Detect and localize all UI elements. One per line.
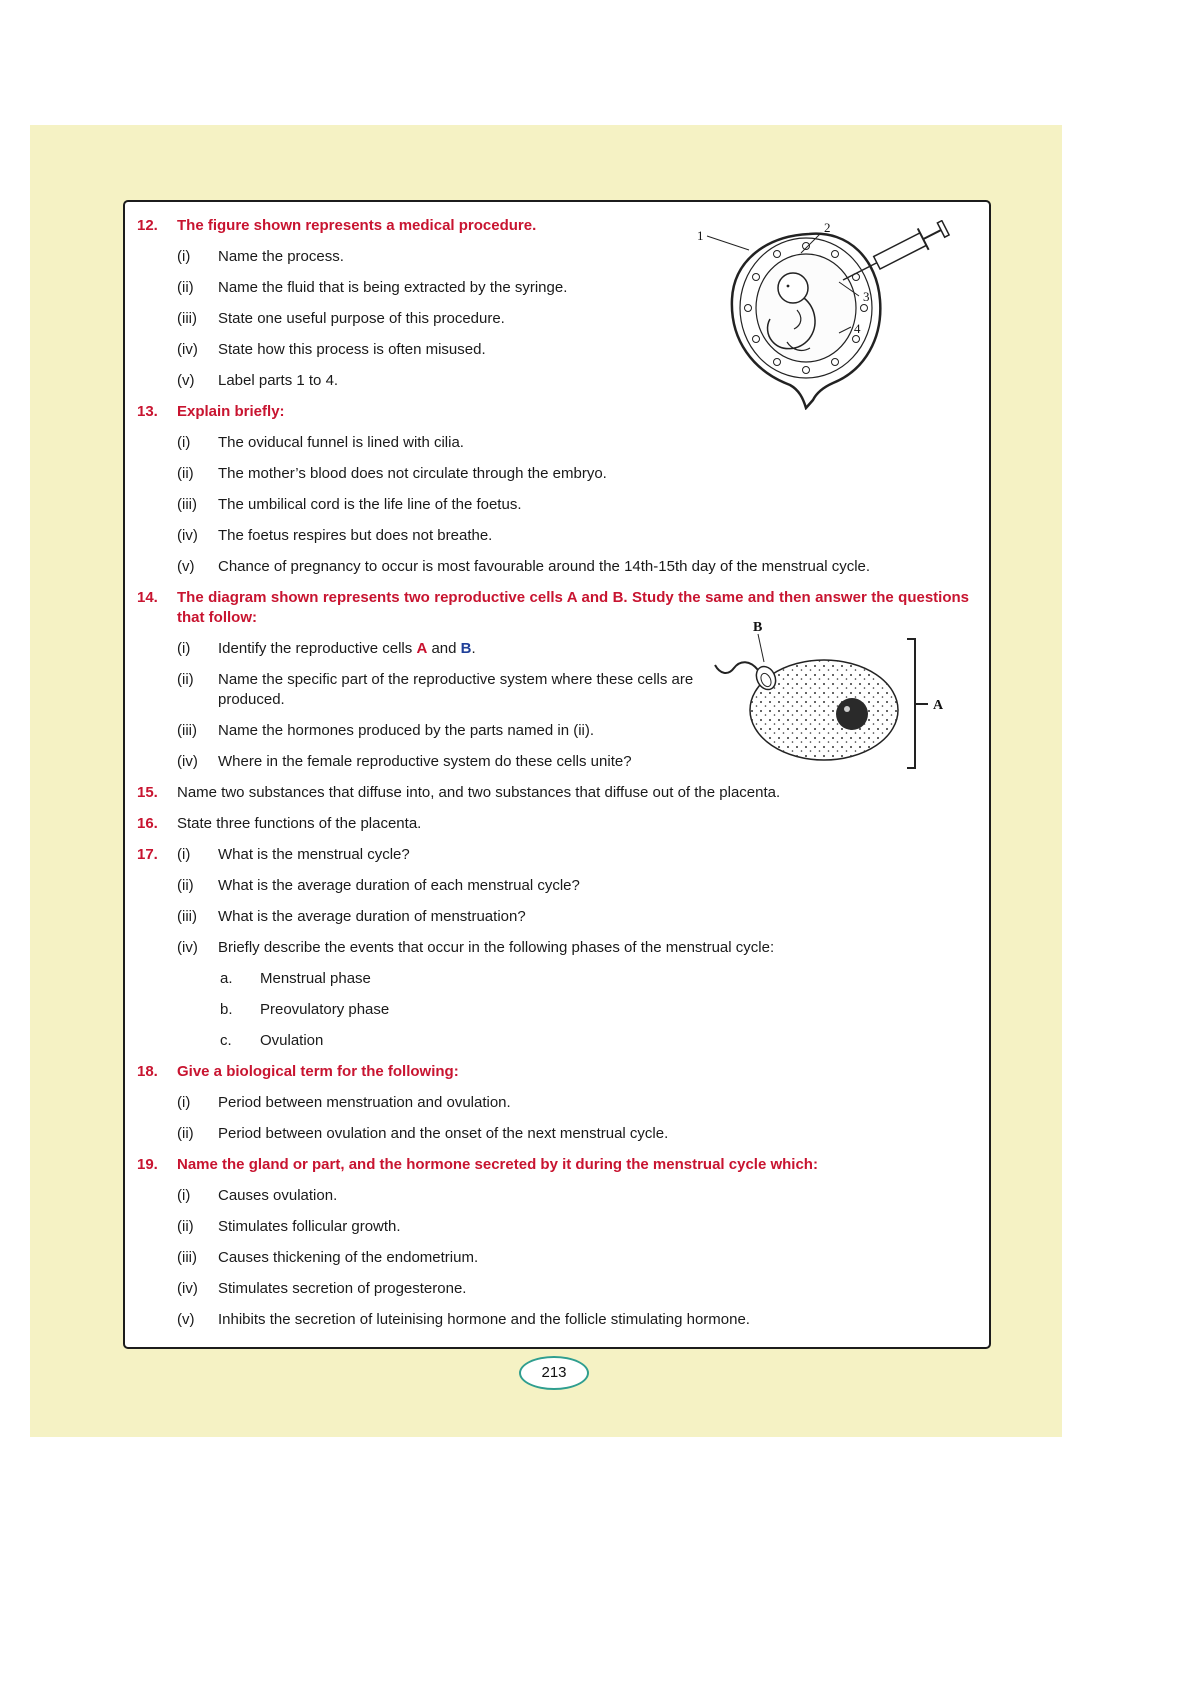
item-text: State one useful purpose of this procedure. [218, 310, 505, 327]
amniotic-sac [756, 254, 856, 362]
item-marker: (iv) [177, 527, 198, 544]
exercise-questions-box [123, 200, 991, 1349]
question-heading: The diagram shown represents two reproductive cells A and B. Study the same and then answer the questions that follow: [177, 589, 969, 626]
question-number: 16. [137, 815, 158, 832]
item-marker: (i) [177, 434, 191, 451]
item-text: The oviducal funnel is lined with cilia. [218, 434, 464, 451]
question-item [125, 876, 983, 896]
question-text: State three functions of the placenta. [177, 815, 422, 832]
question-heading-row [125, 1062, 983, 1082]
question-item [125, 1279, 983, 1299]
item-marker: (ii) [177, 1218, 194, 1235]
question-subitem [125, 1031, 983, 1051]
item-marker: (i) [177, 846, 191, 863]
item-marker: (ii) [177, 671, 194, 688]
item-text: What is the average duration of menstruation? [218, 908, 526, 925]
item-text: Name the specific part of the reproductive system where these cells are produced. [218, 671, 694, 708]
question-subitem [125, 969, 983, 989]
figure12-label-2: 2 [824, 220, 831, 235]
item-marker: (iii) [177, 1249, 197, 1266]
item-text: The foetus respires but does not breathe. [218, 527, 493, 544]
item-marker: (ii) [177, 279, 194, 296]
item-text: Causes ovulation. [218, 1187, 338, 1204]
question-16 [125, 814, 983, 834]
item-marker: (v) [177, 558, 195, 575]
question-heading-row [125, 814, 983, 834]
sperm-and-ovum-figure [714, 618, 959, 783]
ovum-nucleus [836, 698, 868, 730]
question-subitem [125, 1000, 983, 1020]
question-item [125, 1248, 983, 1268]
item-text: Chance of pregnancy to occur is most favourable around the 14th-15th day of the menstrual cycle. [218, 558, 871, 575]
question-number: 12. [137, 217, 158, 234]
item-text-mid: and [427, 640, 461, 657]
question-heading: Explain briefly: [177, 403, 285, 420]
item-text: The mother’s blood does not circulate through the embryo. [218, 465, 607, 482]
question-item [125, 557, 983, 577]
question-13 [125, 402, 983, 577]
question-heading-row [125, 1155, 983, 1175]
question-item [125, 1124, 983, 1144]
item-text [218, 639, 490, 659]
item-text: State how this process is often misused. [218, 341, 486, 358]
item-marker: (iii) [177, 310, 197, 327]
page-number-badge [519, 1356, 589, 1390]
subitem-marker: b. [220, 1001, 233, 1018]
question-item [125, 526, 983, 546]
question-heading: Name the gland or part, and the hormone secreted by it during the menstrual cycle which: [177, 1156, 818, 1173]
question-item [125, 1186, 983, 1206]
subitem-text: Ovulation [260, 1032, 324, 1049]
question-12 [125, 216, 983, 391]
figure12-label-4: 4 [854, 321, 861, 336]
item-marker: (ii) [177, 1125, 194, 1142]
question-item [125, 433, 983, 453]
item-marker: (i) [177, 248, 191, 265]
item-text: Period between ovulation and the onset of the next menstrual cycle. [218, 1125, 669, 1142]
item-marker: (iii) [177, 722, 197, 739]
page-number: 213 [541, 1364, 567, 1381]
question-item [125, 464, 983, 484]
subitem-text: Preovulatory phase [260, 1001, 390, 1018]
question-text: Name two substances that diffuse into, and two substances that diffuse out of the placenta. [177, 784, 781, 801]
question-19 [125, 1155, 983, 1330]
cell-a-inline-label: A [416, 640, 428, 657]
item-marker: (iv) [177, 939, 198, 956]
question-item [125, 1217, 983, 1237]
question-number: 17. [137, 846, 158, 863]
question-18 [125, 1062, 983, 1144]
item-text: The umbilical cord is the life line of the foetus. [218, 496, 522, 513]
question-number: 19. [137, 1156, 158, 1173]
question-number: 13. [137, 403, 158, 420]
item-text: Name the fluid that is being extracted by the syringe. [218, 279, 568, 296]
item-text: Briefly describe the events that occur in the following phases of the menstrual cycle: [218, 939, 775, 956]
item-marker: (ii) [177, 465, 194, 482]
item-text: Stimulates follicular growth. [218, 1218, 401, 1235]
item-text-post: . [471, 640, 476, 657]
question-number: 14. [137, 589, 158, 606]
item-text-pre: Identify the reproductive cells [218, 640, 417, 657]
item-marker: (iii) [177, 496, 197, 513]
item-marker: (iii) [177, 908, 197, 925]
figure12-label-3: 3 [863, 289, 870, 304]
item-marker: (iv) [177, 753, 198, 770]
item-marker: (iv) [177, 1280, 198, 1297]
question-heading: Give a biological term for the following: [177, 1063, 459, 1080]
item-marker: (v) [177, 1311, 195, 1328]
sperm-cell [715, 662, 779, 692]
item-text: Where in the female reproductive system do these cells unite? [218, 753, 632, 770]
question-14 [125, 588, 983, 772]
item-text: Stimulates secretion of progesterone. [218, 1280, 467, 1297]
question-number: 15. [137, 784, 158, 801]
figure14-label-a: A [933, 698, 944, 713]
amniocentesis-figure [691, 220, 963, 410]
question-heading-row [125, 783, 983, 803]
item-text: What is the average duration of each menstrual cycle? [218, 877, 580, 894]
subitem-marker: a. [220, 970, 233, 987]
subitem-marker: c. [220, 1032, 232, 1049]
item-text: What is the menstrual cycle? [218, 846, 410, 863]
label-b-pointer-line [758, 634, 764, 662]
question-item [125, 907, 983, 927]
item-marker: (v) [177, 372, 195, 389]
label-a-bracket [907, 639, 928, 768]
question-item [125, 495, 983, 515]
question-15 [125, 783, 983, 803]
item-marker: (i) [177, 1187, 191, 1204]
question-17 [125, 845, 983, 1051]
item-text: Name the process. [218, 248, 344, 265]
item-text: Period between menstruation and ovulation. [218, 1094, 511, 1111]
item-text: Causes thickening of the endometrium. [218, 1249, 479, 1266]
item-marker: (iv) [177, 341, 198, 358]
item-marker: (i) [177, 1094, 191, 1111]
question-item [125, 845, 983, 865]
item-marker: (i) [177, 640, 191, 657]
cell-b-inline-label: B [460, 640, 472, 657]
subitem-text: Menstrual phase [260, 970, 371, 987]
question-item [125, 938, 983, 958]
item-marker: (ii) [177, 877, 194, 894]
figure14-label-b: B [753, 620, 763, 635]
question-heading: The figure shown represents a medical procedure. [177, 217, 537, 234]
figure12-label-1: 1 [697, 228, 704, 243]
item-text: Name the hormones produced by the parts named in (ii). [218, 722, 595, 739]
ovum-nucleolus-highlight [844, 706, 850, 712]
item-text: Label parts 1 to 4. [218, 372, 339, 389]
question-item [125, 1310, 983, 1330]
item-text: Inhibits the secretion of luteinising hormone and the follicle stimulating hormone. [218, 1311, 750, 1328]
question-number: 18. [137, 1063, 158, 1080]
question-item [125, 1093, 983, 1113]
